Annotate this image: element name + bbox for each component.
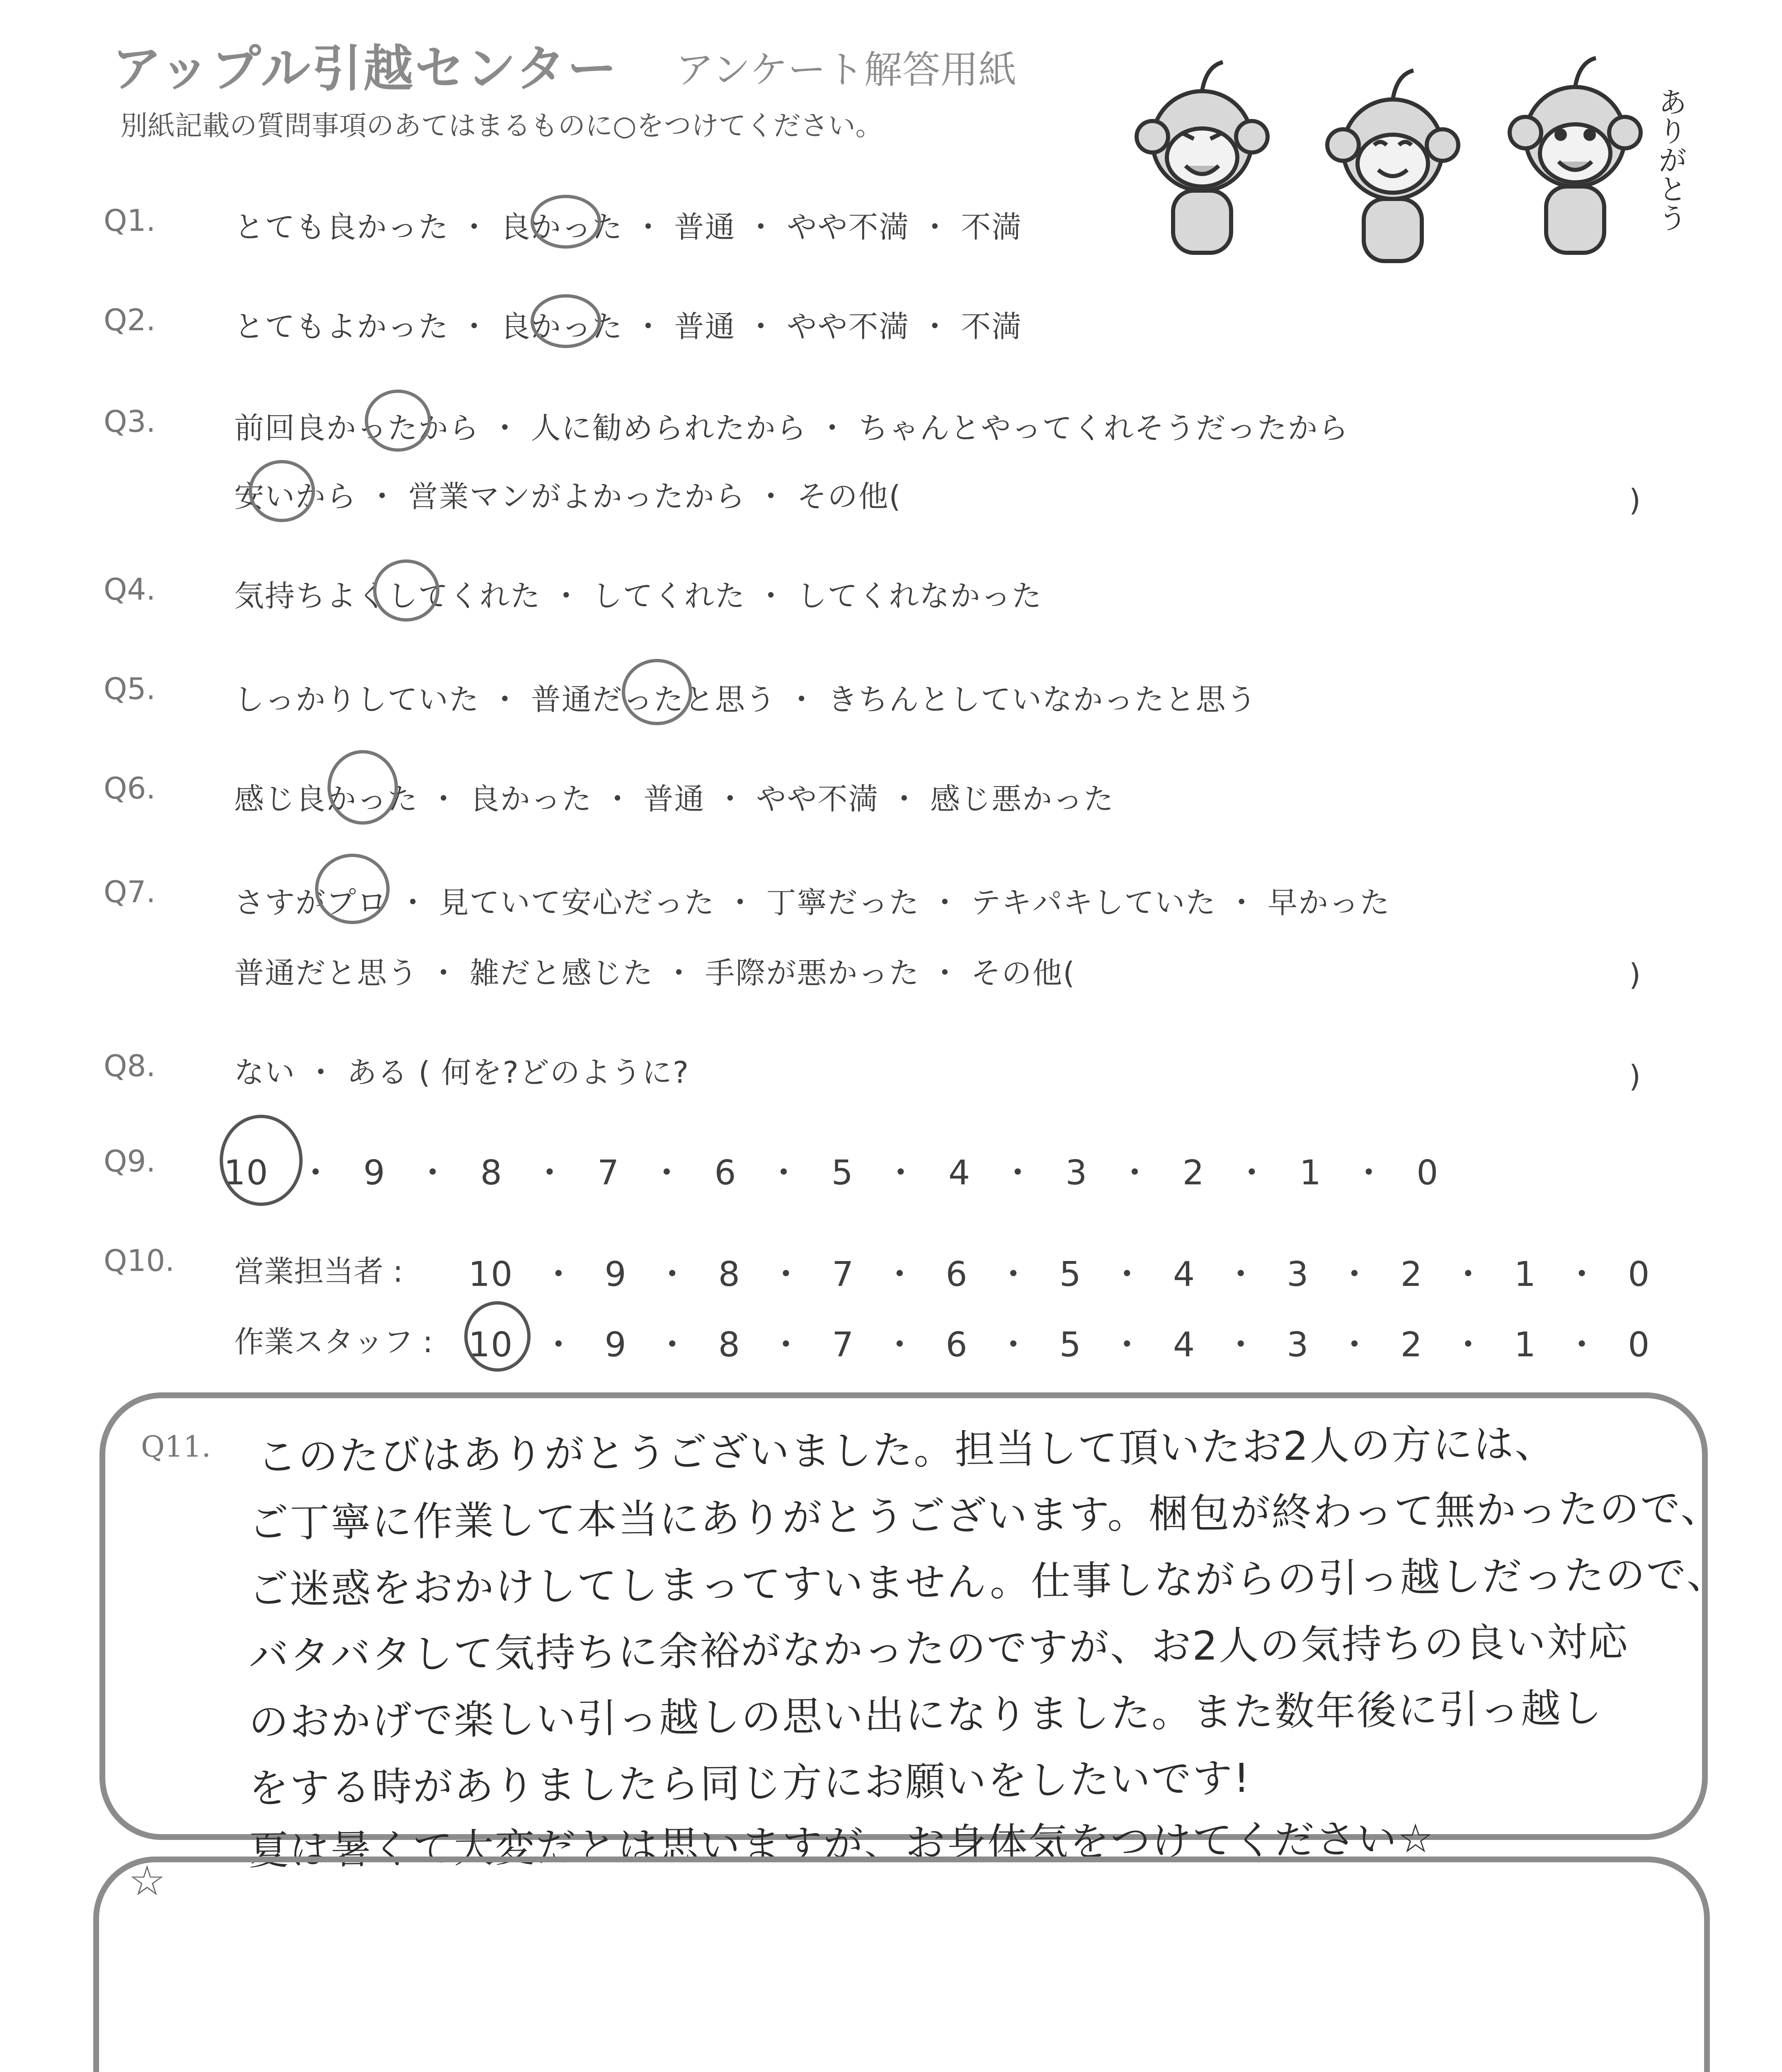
q5-options: しっかりしていた ・ 普通だったと思う ・ きちんとしていなかったと思う [234,682,1257,717]
q9-scale: 10 ・ 9 ・ 8 ・ 7 ・ 6 ・ 5 ・ 4 ・ 3 ・ 2 ・ 1 ・ 0 [224,1153,1439,1193]
q7-label: Q7. [104,874,156,909]
q10-label: Q10. [104,1243,175,1278]
q7-options-line2: 普通だと思う ・ 雑だと感じた ・ 手際が悪かった ・ その他( [234,956,1076,990]
q10-sales-scale: 10 ・ 9 ・ 8 ・ 7 ・ 6 ・ 5 ・ 4 ・ 3 ・ 2 ・ 1 ・ 0 [468,1255,1651,1294]
q5-answer-circle [622,659,692,725]
q11-handwriting-line-3: ご迷惑をおかけしてしまってすいません。仕事しながらの引っ越しだったので、 [248,1551,1728,1613]
q6-answer-circle [327,750,398,825]
q3-options-line2: 安いから ・ 営業マンがよかったから ・ その他( [234,479,902,514]
q11-handwriting-line-4: バタバタして気持ちに余裕がなかったのですが、お2人の気持ちの良い対応 [248,1618,1629,1679]
q8-close-paren: ) [1629,1059,1641,1094]
q10-staff-label: 作業スタッフ : [234,1324,433,1359]
q10-sales-label: 営業担当者 : [234,1254,403,1289]
q10-staff-scale: 10 ・ 9 ・ 8 ・ 7 ・ 6 ・ 5 ・ 4 ・ 3 ・ 2 ・ 1 ・ 0 [468,1325,1651,1365]
form-title: アップル引越センター [112,40,618,98]
q2-label: Q2. [104,303,156,337]
q6-label: Q6. [104,771,156,806]
q2-options: とてもよかった ・ 良かった ・ 普通 ・ やや不満 ・ 不満 [234,309,1023,344]
three-monkeys-mascot-icon [1119,37,1720,269]
star-icon: ☆ [128,1857,166,1905]
q6-options: 感じ良かった ・ 良かった ・ 普通 ・ やや不満 ・ 感じ悪かった [234,782,1115,816]
q3-label: Q3. [104,404,156,439]
q3-answer-circle-1 [365,390,431,452]
star-comment-box [93,1857,1710,2072]
q11-handwriting-line-5: のおかげで楽しい引っ越しの思い出になりました。また数年後に引っ越し [248,1685,1603,1745]
q4-answer-circle [373,559,439,622]
q11-label: Q11. [141,1430,211,1464]
q2-answer-circle [531,294,601,348]
q7-answer-circle [315,854,390,924]
q8-label: Q8. [104,1048,156,1083]
form-subtitle: アンケート解答用紙 [676,48,1017,92]
q7-options-line1: さすがプロ ・ 見ていて安心だった ・ 丁寧だった ・ テキパキしていた ・ 早かった [234,885,1391,920]
q1-answer-circle [531,195,601,249]
q11-handwriting-line-6: をする時がありましたら同じ方にお願いをしたいです! [248,1755,1251,1812]
q11-handwriting-line-7: 夏は暑くて大変だとは思いますが、お身体気をつけてください☆ [248,1815,1435,1874]
q5-label: Q5. [104,671,156,706]
q9-answer-circle [220,1115,303,1206]
q3-answer-circle-2 [249,460,315,522]
q9-label: Q9. [104,1144,156,1179]
form-instruction: 別紙記載の質問事項のあてはまるものに○をつけてください。 [120,110,883,142]
q8-options: ない ・ ある ( 何を?どのように? [234,1055,690,1090]
q10-staff-answer-circle [464,1301,531,1372]
q7-close-paren: ) [1629,957,1641,992]
q1-options: とても良かった ・ 良かった ・ 普通 ・ やや不満 ・ 不満 [234,210,1023,244]
q4-label: Q4. [104,572,156,607]
q3-options-line1: 前回良かったから ・ 人に勧められたから ・ ちゃんとやってくれそうだったから [234,411,1349,445]
q3-close-paren: ) [1629,483,1641,518]
q1-label: Q1. [104,203,156,238]
q11-handwriting-line-1: このたびはありがとうございました。担当して頂いたお2人の方には、 [257,1420,1556,1480]
q11-handwriting-line-2: ご丁寧に作業して本当にありがとうございます。梱包が終わって無かったので、 [248,1484,1722,1547]
mascot-caption: ありがとう [1654,87,1687,232]
q4-options: 気持ちよくしてくれた ・ してくれた ・ してくれなかった [234,579,1043,613]
